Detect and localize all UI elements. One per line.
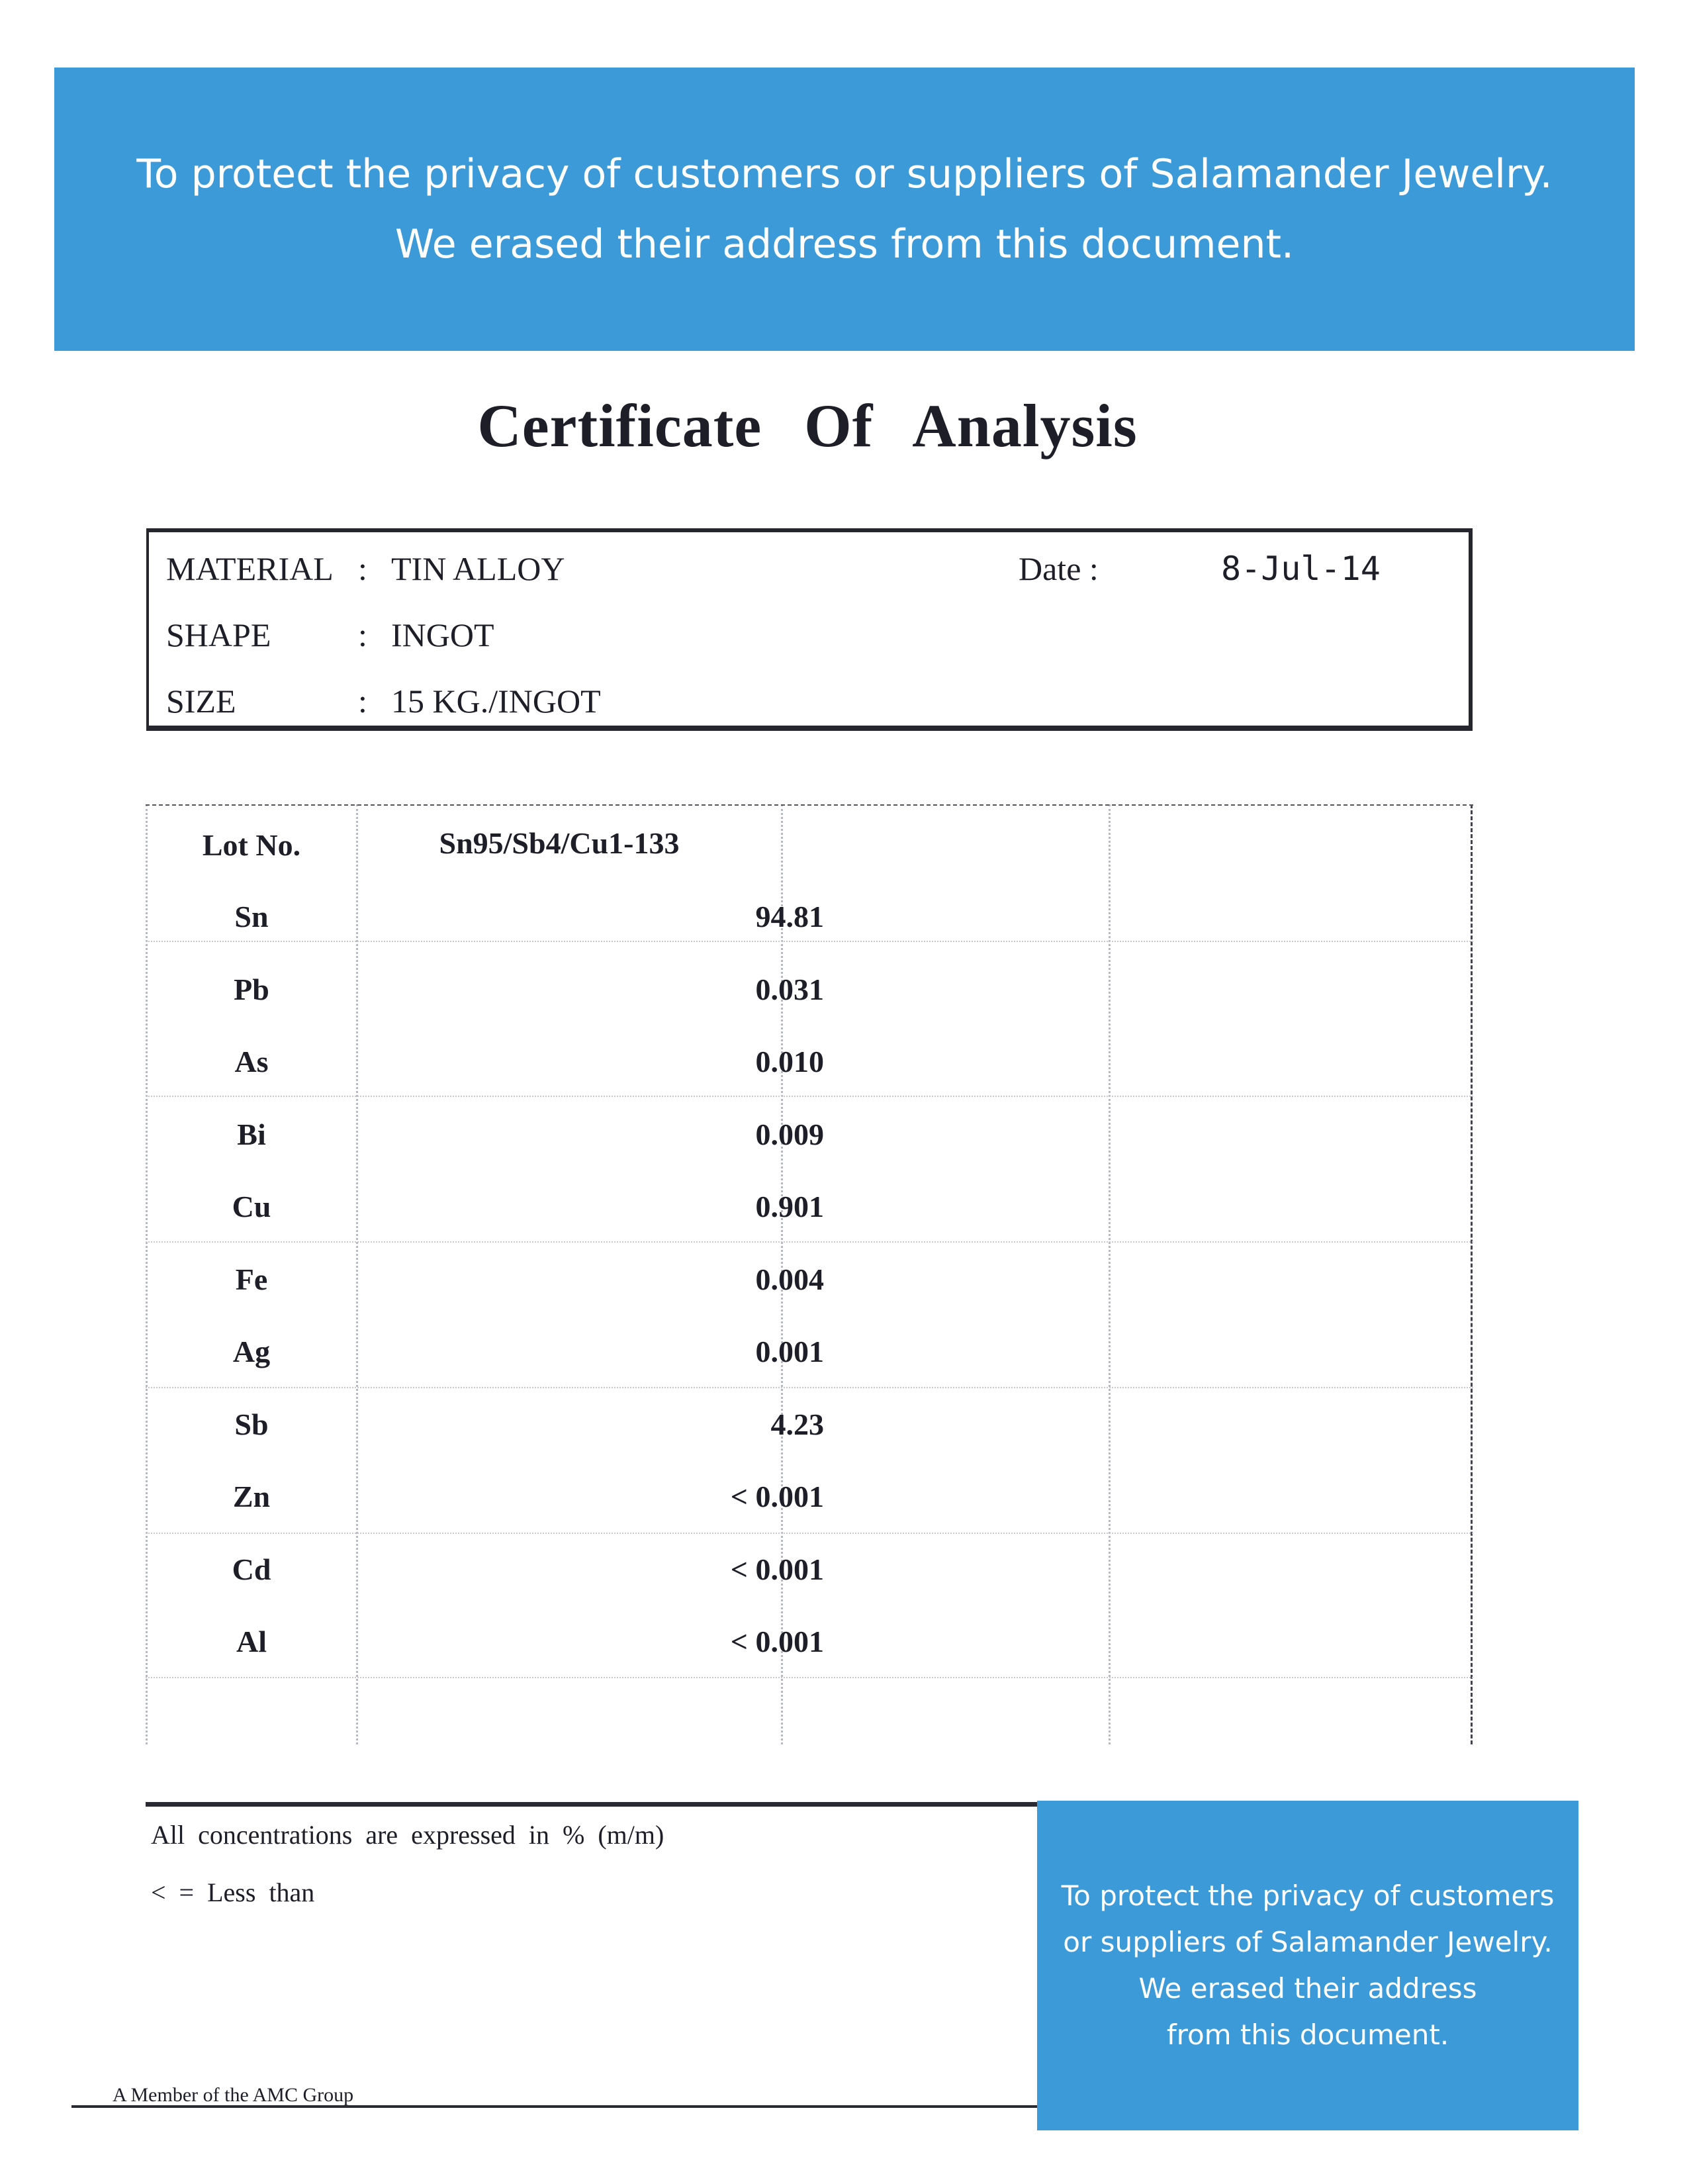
element-symbol: Fe [235,1262,268,1296]
privacy-notice-line: or suppliers of Salamander Jewelry. [1063,1926,1553,1958]
element-symbol: Sb [234,1407,269,1441]
element-symbol: As [234,1045,269,1078]
element-symbol: Cd [232,1552,271,1586]
shape-value: INGOT [391,616,494,653]
concentration-note: All concentrations are expressed in % (m/m) [151,1820,664,1850]
element-concentration: < 0.001 [730,1625,824,1658]
element-concentration: 0.001 [755,1335,824,1368]
table-divider [146,1387,1473,1388]
privacy-notice-line: To protect the privacy of customers or suppliers of Salamander Jewelry. [136,151,1553,197]
material-label: MATERIAL [166,550,334,587]
amc-group-member-note: A Member of the AMC Group [113,2084,354,2106]
privacy-notice-line: To protect the privacy of customers [1061,1879,1555,1912]
element-concentration: 0.031 [755,972,824,1006]
colon: : [358,683,367,720]
privacy-notice-banner-top [54,68,1635,351]
table-divider [146,1677,1473,1678]
element-concentration: 4.23 [770,1407,824,1441]
colon: : [358,616,367,653]
table-border [1471,804,1473,1744]
colon: : [358,550,367,587]
element-symbol: Ag [232,1335,271,1368]
element-concentration: < 0.001 [730,1552,824,1586]
element-concentration: 0.009 [755,1117,824,1151]
element-concentration: 0.010 [755,1045,824,1078]
lot-number-label: Lot No. [202,828,301,862]
size-row [166,682,601,720]
privacy-notice-line: We erased their address [1138,1972,1477,2005]
element-symbol: Al [236,1625,267,1658]
table-divider [146,941,1473,942]
privacy-notice-line: We erased their address from this document. [394,221,1295,267]
shape-label: SHAPE [166,616,271,653]
material-row [166,549,565,588]
size-value: 15 KG./INGOT [391,683,601,720]
size-label: SIZE [166,683,236,720]
date-value: 8-Jul-14 [1221,549,1381,588]
element-concentration: 94.81 [755,900,824,933]
document-title: Certificate Of Analysis [477,392,1138,459]
element-concentration: < 0.001 [730,1480,824,1513]
element-symbol: Cu [232,1190,271,1223]
footer-divider [71,2105,1038,2108]
less-than-note: < = Less than [151,1877,315,1907]
table-divider [146,1096,1473,1097]
footer-divider [146,1802,1039,1807]
element-symbol: Zn [232,1480,271,1513]
date-label: Date : [1019,550,1099,587]
element-concentration: 0.004 [755,1262,824,1296]
lot-number-value: Sn95/Sb4/Cu1-133 [439,826,680,860]
table-divider [146,1241,1473,1243]
element-symbol: Sn [234,900,269,933]
material-value: TIN ALLOY [391,550,565,587]
element-symbol: Pb [234,972,269,1006]
privacy-notice-line: from this document. [1166,2018,1449,2051]
material-info-box [146,528,1473,731]
table-border [146,804,1473,806]
table-divider [1109,804,1111,1744]
privacy-notice-banner-bottom [1037,1801,1578,2130]
element-symbol: Bi [237,1117,266,1151]
analysis-table [146,804,1473,1744]
shape-row [166,616,494,654]
table-divider [146,1533,1473,1534]
element-concentration: 0.901 [755,1190,824,1223]
